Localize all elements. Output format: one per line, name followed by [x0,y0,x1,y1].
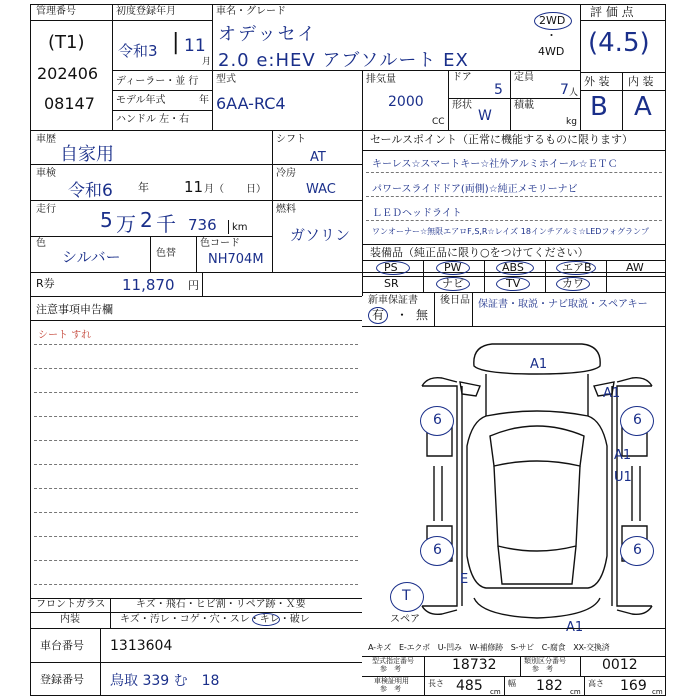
equip-abs: ABS [502,261,524,274]
model-label: 型式 [216,74,236,85]
mgmt-no-label: 管理番号 [36,6,76,17]
divider [580,90,666,91]
mark-right-rear-tire: 6 [633,542,642,558]
divider [112,90,212,91]
divider [30,612,362,613]
divider [212,4,213,130]
divider [580,656,581,676]
mark-left-front-tire: 6 [433,412,442,428]
class-no-label: 類別区分番号 [524,657,566,665]
chassis-value: 1313604 [110,638,173,654]
divider [362,292,666,293]
divider [112,4,113,130]
inspection-year-unit: 年 [138,181,149,194]
dotted-line [366,172,662,173]
mark-left-rear: E [460,572,469,587]
month-unit: 月 [202,57,212,67]
mark-right-front: A1 [603,386,621,401]
divider [472,292,473,326]
divider [434,292,435,326]
notes-ruled-line [34,512,358,513]
sales-line-3: ＬＥＤヘッドライト [372,208,462,219]
equip-leather: カワ [562,277,584,290]
divider [112,110,212,111]
man-unit: 万 [116,212,136,236]
divider [584,676,585,696]
notes-title: 注意事項申告欄 [36,303,113,316]
color-value: シルバー [62,248,121,266]
divider [606,260,607,292]
notes-line-1: シート すれ [38,330,92,341]
car-grade: 2.0 e:HEV アブソルート EX [218,50,469,71]
door-label: ドア [452,72,472,83]
divider [580,20,666,21]
aftermarket-label: 後日品 [440,295,470,306]
first-reg-month: 11 [184,36,206,56]
divider [580,4,581,130]
equip-sr: SR [384,277,399,290]
history-label: 車歴 [36,134,56,145]
divider [423,260,424,292]
divider [448,70,449,130]
warranty-yes: 有 [372,308,385,322]
handle-label: ハンドル 左・右 [116,114,190,125]
mark-left-rear-tire: 6 [433,542,442,558]
score-label: 評 価 点 [590,5,634,19]
notes-ruled-line [34,584,358,585]
damage-legend: A-キズ E-エクボ U-凹み W-補修跡 S-サビ C-腐食 XX-交換済 [368,643,610,652]
ac-label: 冷房 [276,168,296,179]
notes-ruled-line [34,464,358,465]
type-no-value: 18732 [452,657,497,673]
dealer-label: ディーラー・並 行 [116,76,199,87]
divider [424,656,425,696]
mark-spare-t: T [402,588,411,604]
km-unit: km [232,222,248,233]
divider [520,656,521,676]
divider [110,598,111,628]
shape-value: W [478,108,492,124]
sales-line-1: キーレス☆スマートキー☆社外アルミホイール☆ＥＴＣ [372,159,618,170]
equip-pw: PW [444,261,462,274]
r-unit: 円 [188,279,199,292]
interior-grade: A [634,92,652,122]
car-name: オデッセイ [218,24,318,45]
mgmt-no-2: 08147 [44,94,95,113]
divider [362,244,666,245]
cert-label: 車検証明用 [374,677,409,685]
chassis-label: 車台番号 [40,639,84,652]
notes-ruled-line [34,344,358,345]
mgmt-t: (T1) [48,32,85,53]
interior-label: 内装 [60,614,80,625]
divider [448,98,580,99]
load-label: 積載 [514,100,534,111]
reg-value: 鳥取 339 む 18 [110,673,220,689]
mark-rear-bottom: A1 [566,620,584,635]
mileage-label: 走行 [36,204,56,215]
divider [622,72,623,130]
mark-right-mid-a1: A1 [614,448,632,463]
exterior-label: 外 装 [584,75,610,88]
mark-front-top: A1 [530,357,548,372]
fuel-label: 燃料 [276,204,296,215]
divider [484,260,485,292]
color-change-label: 色替 [156,248,176,259]
doors-value: 5 [494,82,503,98]
height-unit: cm [652,688,663,696]
divider [362,70,363,130]
interior-options: キズ・汚レ・コゲ・穴・スレ・キレ・破レ [120,614,310,625]
type-no-sub: 参 考 [380,665,401,673]
capacity-label: 定員 [514,72,534,83]
year-unit: 年 [199,95,209,106]
kg-unit: kg [566,117,577,127]
exterior-grade: B [590,92,608,122]
color-code-label: 色コード [200,238,240,249]
interior-sure-circle [252,613,280,626]
divider [504,676,505,696]
divider [202,272,203,296]
sen-unit: 千 [156,212,176,236]
capacity-unit: 人 [569,88,579,98]
inspection-month: 11 [184,178,204,196]
sales-line-4: ワンオーナー☆無限エアロF,S,R☆レイズ 18インチアルミ☆LEDフォグランプ [372,227,650,236]
history-value: 自家用 [60,144,114,165]
divider [272,130,273,272]
divider [228,220,229,234]
class-no-sub: 参 考 [532,665,553,673]
first-reg-era: 令和3 [118,42,158,60]
name-label: 車名・グレード [216,6,286,17]
len-value: 485 [456,678,483,694]
height-value: 169 [620,678,647,694]
mark-right-mid-u1: U1 [614,470,632,485]
warranty-label: 新車保証書 [368,295,418,306]
warranty-no: 無 [416,308,429,322]
mark-right-front-tire: 6 [633,412,642,428]
divider [580,72,666,73]
notes-ruled-line [34,440,358,441]
height-label: 高さ [588,679,604,688]
inspection-day-unit: 日） [246,184,266,195]
drive-dot: ・ [546,29,557,42]
drive-2wd: 2WD [539,14,566,27]
inspection-label: 車検 [36,168,56,179]
r-label: R券 [36,277,55,290]
width-value: 182 [536,678,563,694]
divider [30,320,362,321]
type-no-label: 型式指定番号 [372,657,414,665]
shift-value: AT [310,150,326,165]
capacity-value: 7 [560,82,569,98]
spare-label: スペア [390,614,420,625]
front-glass-label: フロントガラス [36,599,106,610]
width-label: 幅 [508,679,516,688]
shift-label: シフト [276,134,306,145]
front-glass-options: キズ・飛石・ヒビ割・リペア跡・Ｘ要 [136,599,306,610]
sales-line-2: パワースライドドア(両側)☆純正メモリーナビ [372,184,578,195]
divider [30,236,272,237]
divider [545,260,546,292]
color-label: 色 [36,238,46,249]
equip-aw: AW [626,261,644,274]
dotted-line [366,220,662,221]
notes-ruled-line [34,392,358,393]
equipment-title: 装備品（純正品に限り○をつけてください） [370,246,589,259]
notes-ruled-line [34,560,358,561]
sales-title: セールスポイント（正常に機能するものに限ります） [370,133,634,146]
mgmt-no-1: 202406 [37,64,99,83]
divider [30,20,112,21]
interior-label: 内 装 [628,75,654,88]
equip-navi: ナビ [442,277,464,290]
dotted-line [366,196,662,197]
class-no-value: 0012 [602,657,638,673]
notes-ruled-line [34,368,358,369]
mileage-sen: 2 [140,208,153,232]
notes-ruled-line [34,416,358,417]
reg-label: 登録番号 [40,673,84,686]
width-unit: cm [570,688,581,696]
equip-ps: PS [384,261,398,274]
divider [362,150,666,151]
mileage-rest: 736 [188,216,217,234]
notes-ruled-line [34,488,358,489]
divider [30,628,666,629]
equip-tv: TV [506,277,521,290]
model-year-label: モデル年式 [116,95,166,106]
len-label: 長さ [428,679,444,688]
displacement-value: 2000 [388,94,424,110]
inspection-era: 令和6 [68,181,113,201]
drive-4wd: 4WD [538,45,565,58]
divider [30,296,362,297]
divider [510,70,511,130]
aftermarket-value: 保証書・取説・ナビ取説・スペアキー [478,299,648,310]
divider [30,662,362,663]
shape-label: 形状 [452,100,472,111]
divider [112,20,212,21]
displacement-label: 排気量 [366,74,396,85]
inspection-month-unit: 月（ [204,184,224,195]
len-unit: cm [490,688,501,696]
equip-airbag: エアB [562,261,592,274]
mileage-man: 5 [100,208,113,232]
first-reg-label: 初度登録年月 [116,6,176,17]
r-value: 11,870 [122,276,175,294]
warranty-dot: ・ [396,308,409,322]
divider [30,130,666,131]
divider [196,236,197,272]
color-code-value: NH704M [208,252,264,267]
first-reg-sep: | [172,30,180,55]
cc-unit: CC [432,117,445,127]
model-value: 6AA-RC4 [216,94,286,113]
fuel-value: ガソリン [290,226,351,244]
cert-sub: 参 考 [380,685,401,693]
notes-ruled-line [34,536,358,537]
divider [150,236,151,272]
ac-value: WAC [306,182,336,197]
score-value: (4.5) [588,28,650,58]
